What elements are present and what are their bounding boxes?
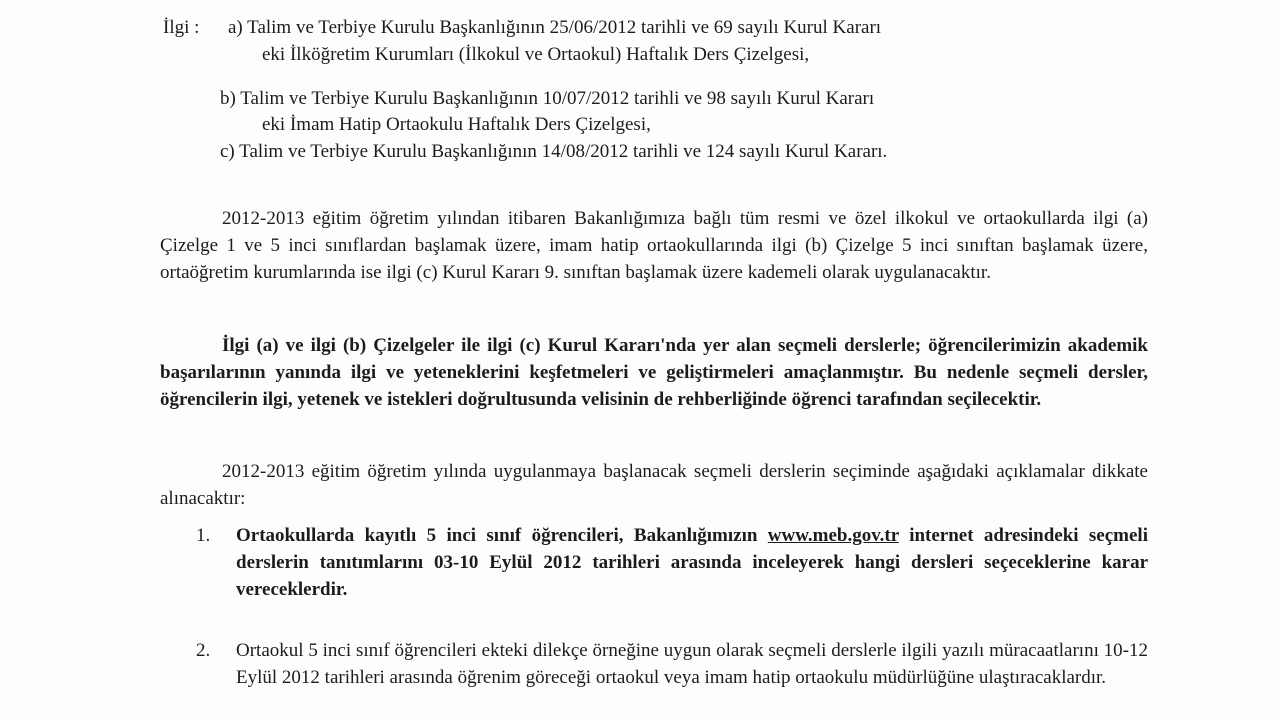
paragraph-implementation: 2012-2013 eğitim öğretim yılından itibaren Bakanlığımıza bağlı tüm resmi ve özel ilkokul ve ortaokullarda ilgi (a) Çizelge 1 ve 5 inci sınıflardan başlamak üzere, imam hatip ortaokullarında ilgi (b) Çizelge 5 inci sınıftan başlamak üzere, ortaöğretim kurumlarında ise ilgi (c) Kurul Kararı 9. sınıftan başlamak üzere kademeli olarak uygulanacaktır. [160,208,1148,283]
reference-b-line2: eki İmam Hatip Ortaokulu Haftalık Ders Çizelgesi, [262,114,651,135]
list-item-1-text-before: Ortaokullarda kayıtlı 5 inci sınıf öğrencileri, Bakanlığımızın [236,525,768,546]
list-item-1-number: 1. [196,525,211,546]
list-item-1-text [236,522,1148,603]
list-item-2-text: Ortaokul 5 inci sınıf öğrencileri ekteki dilekçe örneğine uygun olarak seçmeli derslerle ilgili yazılı müracaatlarını 10-12 Eylül 2012 tarihleri arasında öğrenim göreceği ortaokul veya imam hatip ortaokulu müdürlüğüne ulaştıracaklardır. [236,640,1148,688]
list-item-2-number: 2. [196,640,211,661]
meb-website-link[interactable]: www.meb.gov.tr [767,525,899,546]
reference-c-line1: c) Talim ve Terbiye Kurulu Başkanlığının 14/08/2012 tarihli ve 124 sayılı Kurul Kararı. [220,141,888,162]
list-item-1-text-after: internet adresindeki seçmeli derslerin tanıtımlarını 03-10 Eylül 2012 tarihleri arasında inceleyerek hangi dersleri seçeceklerine karar vereceklerdir. [236,525,1148,600]
paragraph-purpose: İlgi (a) ve ilgi (b) Çizelgeler ile ilgi (c) Kurul Kararı'nda yer alan seçmeli derslerle; öğrencilerimizin akademik başarılarının yanında ilgi ve yeteneklerini keşfetmeleri ve geliştirmeleri amaçlanmıştır. Bu nedenle seçmeli dersler, öğrencilerin ilgi, yetenek ve istekleri doğrultusunda velisinin de rehberliğinde öğrenci tarafından seçilecektir. [160,335,1148,410]
paragraph-instructions-intro: 2012-2013 eğitim öğretim yılında uygulanmaya başlanacak seçmeli derslerin seçiminde aşağıdaki açıklamalar dikkate alınacaktır: [160,461,1148,509]
reference-b-line1: b) Talim ve Terbiye Kurulu Başkanlığının 10/07/2012 tarihli ve 98 sayılı Kurul Kararı [220,88,875,109]
reference-a-line2: eki İlköğretim Kurumları (İlkokul ve Ortaokul) Haftalık Ders Çizelgesi, [262,44,810,65]
references-label: İlgi : [163,17,200,38]
reference-a-line1: a) Talim ve Terbiye Kurulu Başkanlığının 25/06/2012 tarihli ve 69 sayılı Kurul Kararı [228,17,882,38]
